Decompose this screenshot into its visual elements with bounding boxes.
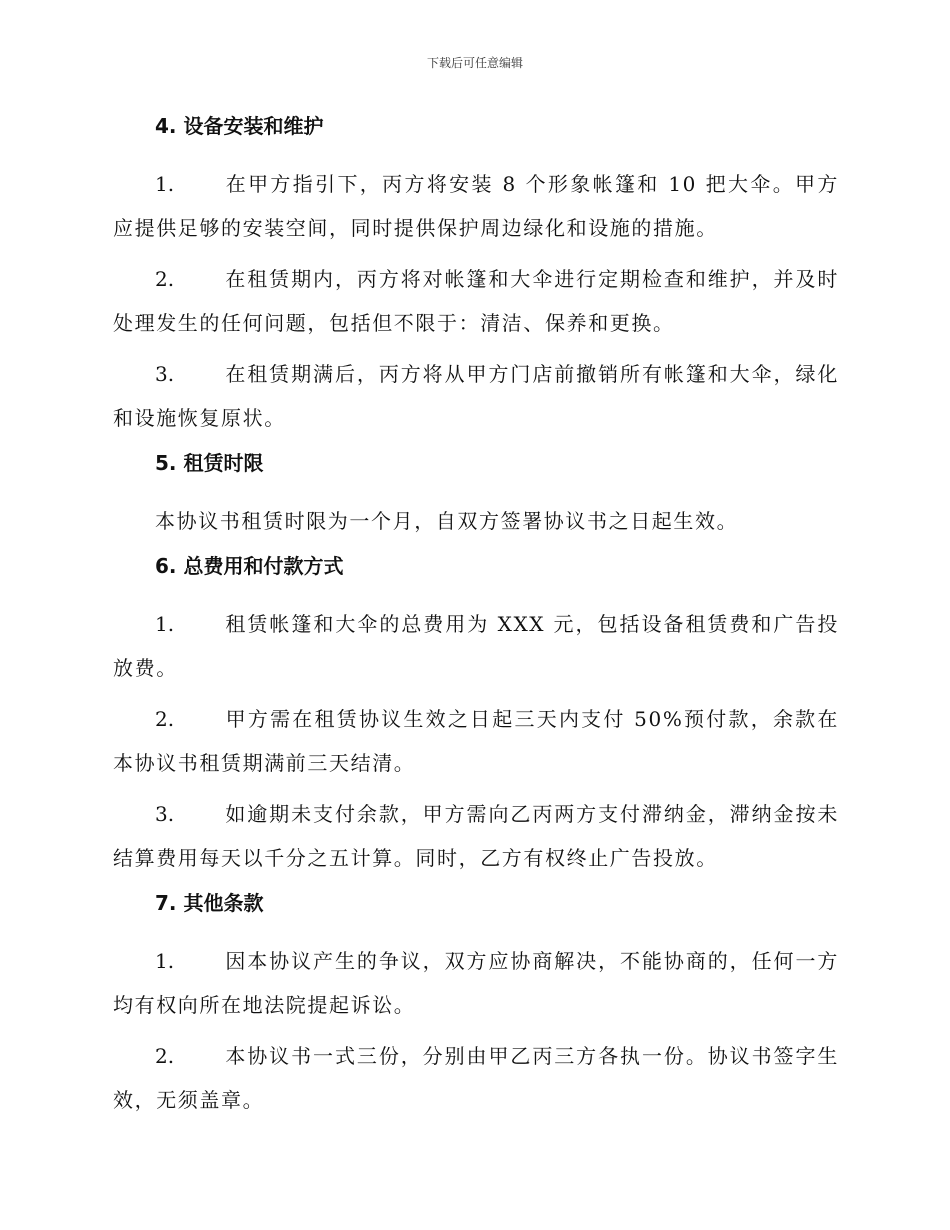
item-text: 因本协议产生的争议，双方应协商解决，不能协商的，任何一方均有权向所在地法院提起诉讼。 <box>113 949 839 1017</box>
page-header-note: 下载后可任意编辑 <box>426 56 523 70</box>
section-fees-payment <box>113 550 839 880</box>
section-title: 4. 设备安装和维护 <box>155 114 324 138</box>
list-item <box>113 1034 839 1122</box>
item-number: 2. <box>155 1044 175 1068</box>
list-item <box>113 602 839 690</box>
list-item <box>113 939 839 1027</box>
item-number: 1. <box>155 949 175 973</box>
item-number: 3. <box>155 802 175 826</box>
list-item <box>113 792 839 880</box>
list-item <box>113 257 839 345</box>
section-lease-term <box>113 447 839 543</box>
document-body <box>113 110 839 1129</box>
section-other-terms <box>113 887 839 1122</box>
list-item <box>113 162 839 250</box>
item-text: 本协议书一式三份，分别由甲乙丙三方各执一份。协议书签字生效，无须盖章。 <box>113 1044 839 1112</box>
list-item <box>113 697 839 785</box>
section-equipment-installation <box>113 110 839 440</box>
section-paragraph: 本协议书租赁时限为一个月，自双方签署协议书之日起生效。 <box>155 509 739 533</box>
item-number: 1. <box>155 612 175 636</box>
item-text: 在甲方指引下，丙方将安装 8 个形象帐篷和 10 把大伞。甲方应提供足够的安装空间，同时提供保护周边绿化和设施的措施。 <box>113 172 839 240</box>
item-number: 2. <box>155 707 175 731</box>
item-number: 1. <box>155 172 175 196</box>
item-text: 在租赁期内，丙方将对帐篷和大伞进行定期检查和维护，并及时处理发生的任何问题，包括但不限于：清洁、保养和更换。 <box>113 267 839 335</box>
section-title: 6. 总费用和付款方式 <box>155 554 344 578</box>
item-number: 2. <box>155 267 175 291</box>
item-text: 在租赁期满后，丙方将从甲方门店前撤销所有帐篷和大伞，绿化和设施恢复原状。 <box>113 362 839 430</box>
item-number: 3. <box>155 362 175 386</box>
item-text: 租赁帐篷和大伞的总费用为 XXX 元，包括设备租赁费和广告投放费。 <box>113 612 839 680</box>
section-title: 5. 租赁时限 <box>155 451 264 475</box>
list-item <box>113 352 839 440</box>
item-text: 如逾期未支付余款，甲方需向乙丙两方支付滞纳金，滞纳金按未结算费用每天以千分之五计算。同时，乙方有权终止广告投放。 <box>113 802 839 870</box>
item-text: 甲方需在租赁协议生效之日起三天内支付 50%预付款，余款在本协议书租赁期满前三天结清。 <box>113 707 839 775</box>
section-title: 7. 其他条款 <box>155 891 264 915</box>
